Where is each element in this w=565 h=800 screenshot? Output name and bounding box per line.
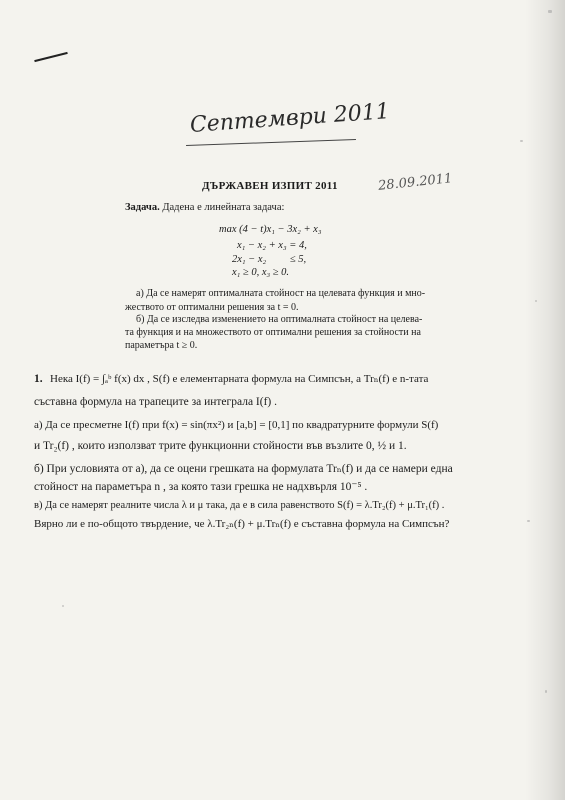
- problem-b-line-1: б) При условията от а), да се оцени грешката на формулата Trₙ(f) и да се намери една: [34, 463, 453, 475]
- problem-c-line-2: Вярно ли е по-общото твърдение, че λ.Tr₂ₙ(f) + μ.Trₙ(f) е съставна формула на Симпсън?: [34, 518, 450, 530]
- problem-a-line-1: а) Да се пресметне I(f) при f(x) = sin(πx²) и [a,b] = [0,1] по квадратурните формули S(f): [34, 419, 439, 431]
- lp-constraint-2: 2x₁ − x₂ ≤ 5,: [232, 254, 307, 265]
- scan-speck: [527, 520, 530, 522]
- problem-c-line-1: в) Да се намерят реалните числа λ и μ така, да е в сила равенството S(f) = λ.Tr₂(f) + μ.Tr₁(f) .: [34, 500, 445, 511]
- scan-speck: [535, 300, 537, 302]
- part-b-line-2: та функция и на множеството от оптимални решения за стойности на: [125, 327, 421, 338]
- handwritten-date: 28.09.2011: [377, 171, 454, 194]
- part-b-line-1: б) Да се изследва изменението на оптималната стойност на целева-: [136, 314, 423, 325]
- task-heading: [125, 202, 284, 213]
- scan-speck: [62, 605, 64, 607]
- problem-intro-line-2: съставна формула на трапеците за интеграла I(f) .: [34, 396, 277, 408]
- exam-title: ДЪРЖАВЕН ИЗПИТ 2011: [202, 180, 338, 192]
- lp-constraint-1: x₁ − x₂ + x₃ = 4,: [237, 240, 307, 251]
- pen-mark: [34, 52, 67, 62]
- problem-a-line-2: и Tr₂(f) , които използват трите функционни стойности във възлите 0, ½ и 1.: [34, 440, 407, 452]
- part-a-line-1: а) Да се намерят оптималната стойност на целевата функция и мно-: [136, 288, 426, 299]
- scan-speck: [545, 690, 547, 693]
- part-a-line-2: жеството от оптимални решения за t = 0.: [125, 302, 299, 313]
- task-label: Задача.: [125, 202, 160, 213]
- part-b-line-3: параметъра t ≥ 0.: [125, 340, 198, 351]
- lp-objective: max (4 − t)x₁ − 3x₂ + x₃: [219, 224, 322, 235]
- handwritten-title: Септември 2011: [189, 99, 391, 138]
- scan-speck: [548, 10, 552, 13]
- lp-constraint-3: x₁ ≥ 0, x₃ ≥ 0.: [232, 267, 290, 278]
- problem-number: 1.: [34, 373, 43, 385]
- scan-edge-shadow: [525, 0, 565, 800]
- problem-b-line-2: стойност на параметъра n , за която тази грешка не надхвърля 10⁻⁵ .: [34, 481, 368, 493]
- handwritten-underline: [186, 139, 356, 146]
- scan-speck: [520, 140, 523, 142]
- problem-intro-line-1: Нека I(f) = ∫ₐᵇ f(x) dx , S(f) е елементарната формула на Симпсън, а Trₙ(f) е n-тата: [50, 373, 429, 385]
- task-lead-text: Дадена е линейната задача:: [159, 202, 285, 213]
